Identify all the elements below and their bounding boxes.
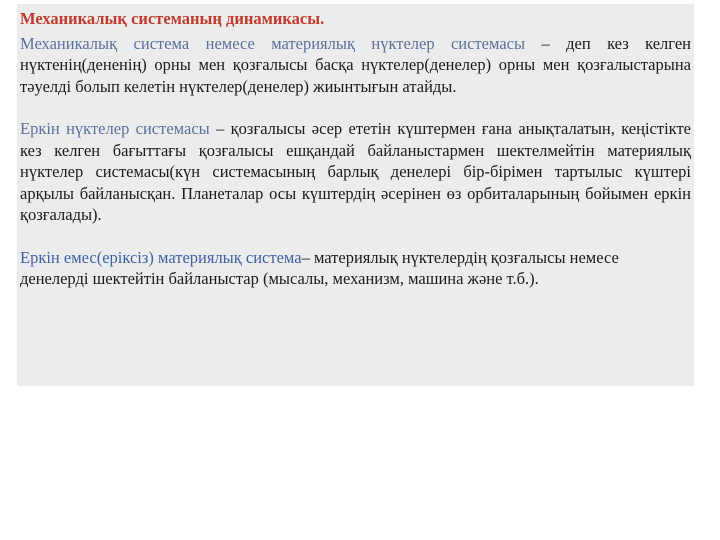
definition-free-system: – қозғалысы әсер ететін күштермен ғана анықталатын, кеңістікте кез келген бағыттағы қозғалысы ешқандай байланыстармен шектелмейтін материялық нүктелер системасы(күн системасының барлық денелері бір-бірімен тартылыс күштері арқылы байланысқан. Планеталар осы күштердің әсерінен өз орбиталарының бойымен еркін қозғалады). [20,119,691,224]
content-box [17,4,694,386]
term-constrained-system: Еркін емес(еріксіз) материялық система [20,247,302,267]
paragraph-free-system [20,118,691,226]
definition-constrained-system: – материялық нүктелердің қозғалысы немесе денелерді шектейтін байланыстар (мысалы, механизм, машина және т.б.). [20,247,619,288]
definition-mechanical-system: – деп кез келген нүктенің(дененің) орны мен қозғалысы басқа нүктелер(денелер) орны мен қозғалыстарына тәуелді болып келетін нүктелер(денелер) жиынтығын атайды. [20,33,691,96]
paragraph-constrained-system [20,247,691,290]
paragraph-mechanical-system [20,33,691,98]
term-free-system: Еркін нүктелер системасы [20,119,210,138]
slide-title: Механикалық системаның динамикасы. [20,9,325,28]
term-mechanical-system: Механикалық система немесе материялық нүктелер системасы [20,33,526,53]
